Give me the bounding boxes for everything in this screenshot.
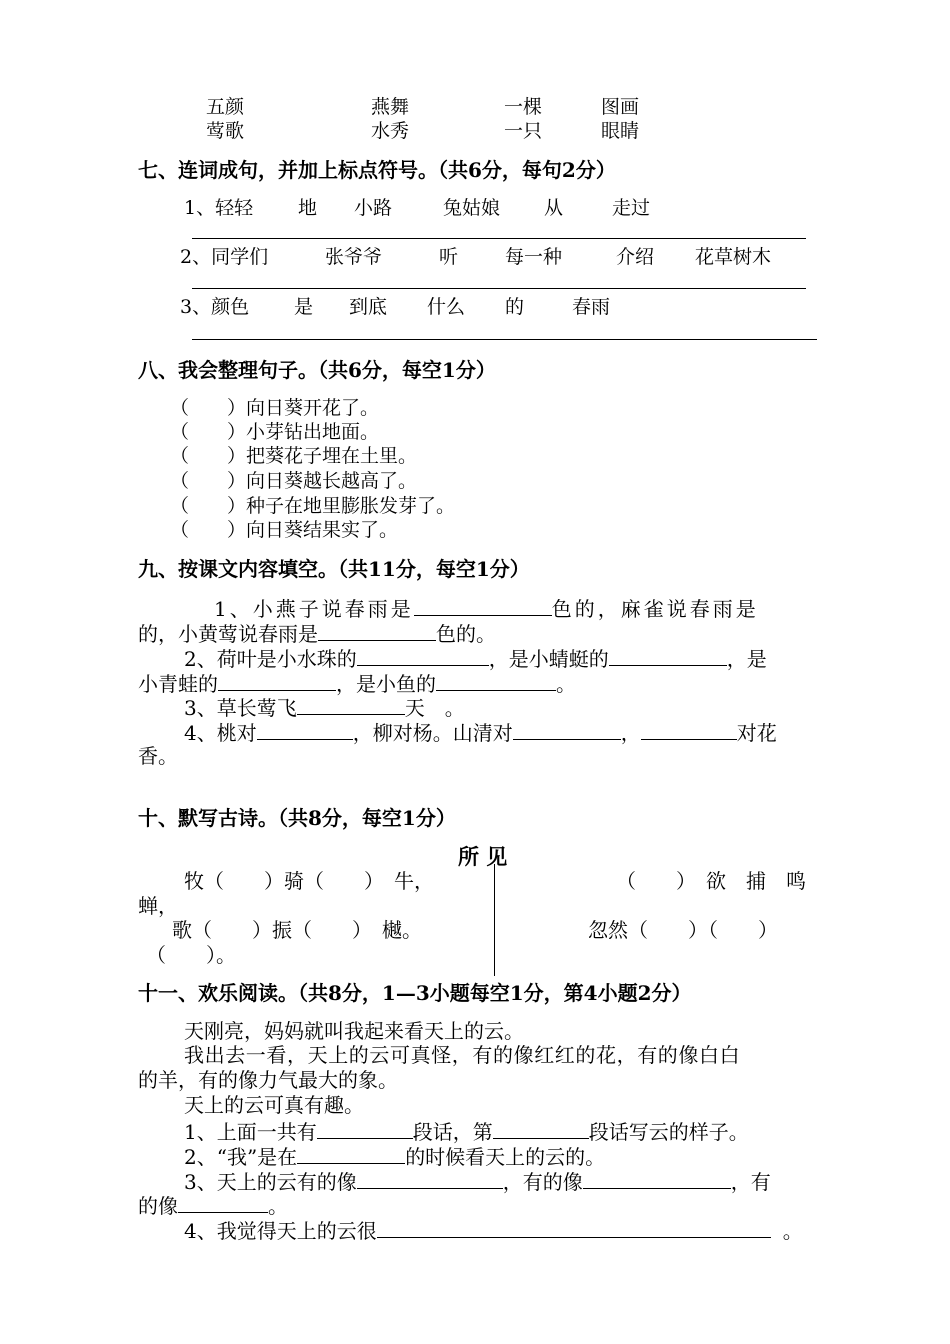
section-9-q4-line2: 香。 <box>138 744 178 768</box>
word: 什么 <box>427 296 466 318</box>
fill-blank[interactable] <box>317 1118 413 1139</box>
text: 对花 <box>736 721 777 745</box>
text: 3、天上的云有的像 <box>184 1170 357 1194</box>
section-10-heading: 十、默写古诗。（共8分，每空1分） <box>138 806 456 830</box>
word: 眼睛 <box>601 120 640 142</box>
sentence-item: （ ）小芽钻出地面。 <box>170 421 380 443</box>
text: 2、“我”是在 <box>184 1145 298 1169</box>
text: 1、上面一共有 <box>184 1120 317 1144</box>
section-9-heading: 九、按课文内容填空。（共11分，每空1分） <box>138 557 530 581</box>
text: 天 。 <box>404 696 465 720</box>
text: ，柳对杨。山清对 <box>352 721 513 745</box>
section-7-q2 <box>0 246 950 270</box>
word: 每一种 <box>505 246 563 268</box>
text: 。 <box>556 672 576 696</box>
text: ，是 <box>726 647 767 671</box>
word: 花草树木 <box>695 246 772 268</box>
text: 2、荷叶是小水珠的 <box>184 647 357 671</box>
section-9-q2-line1 <box>184 645 767 671</box>
sentence-item: （ ）向日葵开花了。 <box>170 397 380 419</box>
section-11-q3-line1 <box>184 1168 771 1194</box>
text: 4、我觉得天上的云很 <box>184 1219 377 1243</box>
section-9-q3 <box>184 694 465 720</box>
section-9-q1-line1 <box>214 595 759 621</box>
fill-blank[interactable] <box>414 595 552 616</box>
word: 图画 <box>601 96 640 118</box>
text: 。 <box>268 1194 288 1218</box>
text: ，是小鱼的 <box>336 672 436 696</box>
sentence-item: （ ）把葵花子埋在土里。 <box>170 445 418 467</box>
poem-line-2b: 忽然（ ）（ ） <box>588 918 778 942</box>
text: 段话写云的样子。 <box>588 1120 749 1144</box>
answer-line[interactable] <box>192 238 806 239</box>
text: ， <box>620 721 641 745</box>
text: 段话，第 <box>412 1120 493 1144</box>
poem-line-1a: 牧（ ）骑（ ） 牛， <box>184 869 434 893</box>
fill-blank[interactable] <box>377 1217 771 1238</box>
fill-blank[interactable] <box>257 719 353 740</box>
section-11-q3-line2 <box>138 1192 288 1218</box>
section-9-q2-line2 <box>138 670 576 696</box>
fill-blank[interactable] <box>178 1192 268 1213</box>
sentence-item: （ ）向日葵结果实了。 <box>170 519 399 541</box>
word: 一棵 <box>504 96 543 118</box>
text: 3、草长莺飞 <box>184 696 297 720</box>
text: ，是小蜻蜓的 <box>488 647 609 671</box>
section-11-q2 <box>184 1143 605 1169</box>
text: 色的，麻雀说春雨是 <box>551 597 759 621</box>
fill-blank[interactable] <box>218 670 336 691</box>
fill-blank[interactable] <box>583 1168 731 1189</box>
word: 从 <box>544 197 564 219</box>
word: 兔姑娘 <box>443 197 501 219</box>
word: 地 <box>298 197 318 219</box>
word: 张爷爷 <box>325 246 383 268</box>
answer-line[interactable] <box>192 339 817 340</box>
section-11-heading: 十一、欢乐阅读。（共8分，1—3小题每空1分，第4小题2分） <box>138 981 692 1005</box>
fill-blank[interactable] <box>318 620 436 641</box>
word: 到底 <box>349 296 388 318</box>
section-11-q1 <box>184 1118 749 1144</box>
fill-blank[interactable] <box>609 645 727 666</box>
word: 走过 <box>612 197 651 219</box>
sentence-item: （ ）向日葵越长越高了。 <box>170 470 418 492</box>
word: 水秀 <box>371 120 410 142</box>
text: 的时候看天上的云的。 <box>405 1145 606 1169</box>
word: 五颜 <box>206 96 245 118</box>
fill-blank[interactable] <box>641 719 737 740</box>
reading-paragraph-3: 天上的云可真有趣。 <box>184 1093 364 1117</box>
words-row-1 <box>0 96 950 120</box>
text: 色的。 <box>436 622 496 646</box>
divider-line <box>494 864 495 976</box>
reading-paragraph-2a: 我出去一看，天上的云可真怪，有的像红红的花，有的像白白 <box>184 1043 741 1067</box>
fill-blank[interactable] <box>493 1118 589 1139</box>
word: 1、轻轻 <box>184 197 254 219</box>
poem-line-2c: （ ）。 <box>146 943 236 967</box>
poem-line-1b: （ ） 欲 捕 鸣 <box>616 869 806 893</box>
word: 一只 <box>504 120 543 142</box>
text: ，有 <box>730 1170 771 1194</box>
text: 1、小燕子说春雨是 <box>214 597 414 621</box>
fill-blank[interactable] <box>436 670 556 691</box>
section-7-q1 <box>0 197 950 221</box>
word: 介绍 <box>616 246 655 268</box>
word: 燕舞 <box>371 96 410 118</box>
poem-title: 所 见 <box>458 844 508 869</box>
text: 4、桃对 <box>184 721 257 745</box>
text: 的像 <box>138 1194 178 1218</box>
word: 小路 <box>354 197 393 219</box>
text: 。 <box>782 1219 803 1243</box>
section-9-q4-line1 <box>184 719 777 745</box>
section-9-q1-line2 <box>138 620 496 646</box>
word: 2、同学们 <box>180 246 269 268</box>
word: 的 <box>505 296 525 318</box>
fill-blank[interactable] <box>297 1143 405 1164</box>
fill-blank[interactable] <box>357 645 489 666</box>
word: 听 <box>439 246 459 268</box>
word: 莺歌 <box>206 120 245 142</box>
words-row-2 <box>0 120 950 144</box>
fill-blank[interactable] <box>297 694 405 715</box>
text: ，有的像 <box>502 1170 583 1194</box>
section-11-q4 <box>184 1217 803 1243</box>
word: 春雨 <box>572 296 611 318</box>
fill-blank[interactable] <box>357 1168 503 1189</box>
text: 小青蛙的 <box>138 672 218 696</box>
fill-blank[interactable] <box>513 719 621 740</box>
reading-paragraph-1: 天刚亮，妈妈就叫我起来看天上的云。 <box>184 1019 524 1043</box>
text: 的，小黄莺说春雨是 <box>138 622 318 646</box>
word: 是 <box>294 296 314 318</box>
section-8-heading: 八、我会整理句子。（共6分，每空1分） <box>138 358 496 382</box>
answer-line[interactable] <box>192 288 806 289</box>
section-7-q3 <box>0 296 950 320</box>
word: 3、颜色 <box>180 296 250 318</box>
poem-line-1c: 蝉， <box>138 894 178 918</box>
reading-paragraph-2b: 的羊，有的像力气最大的象。 <box>138 1068 398 1092</box>
poem-line-2a: 歌（ ）振（ ） 樾。 <box>172 918 422 942</box>
sentence-item: （ ）种子在地里膨胀发芽了。 <box>170 495 456 517</box>
section-7-heading: 七、连词成句，并加上标点符号。（共6分，每句2分） <box>138 158 616 182</box>
